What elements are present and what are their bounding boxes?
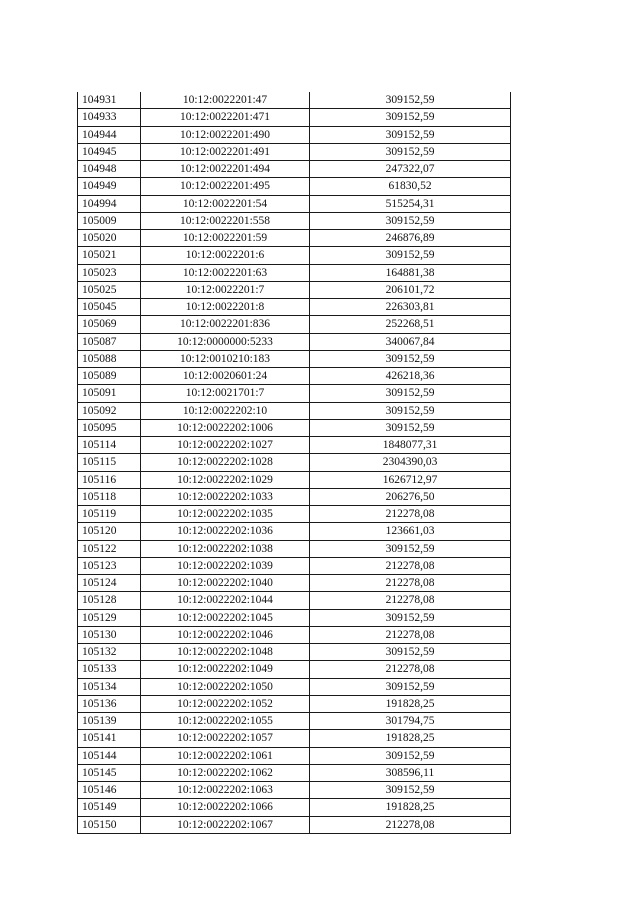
- table-row: [78, 299, 511, 316]
- row-id-cell: 105020: [78, 230, 141, 247]
- cadastral-number-cell: 10:12:0010210:183: [141, 350, 310, 367]
- cadastral-number-cell: 10:12:0022202:1063: [141, 782, 310, 799]
- table-row: [78, 264, 511, 281]
- row-id-cell: 105123: [78, 557, 141, 574]
- row-id-cell: 105150: [78, 816, 141, 833]
- cadastral-number-cell: 10:12:0022201:491: [141, 143, 310, 160]
- cadastral-value-cell: 206276,50: [310, 488, 511, 505]
- table-row: [78, 661, 511, 678]
- cadastral-number-cell: 10:12:0022202:1049: [141, 661, 310, 678]
- table-row: [78, 281, 511, 298]
- cadastral-number-cell: 10:12:0022202:1067: [141, 816, 310, 833]
- cadastral-number-cell: 10:12:0022202:1052: [141, 695, 310, 712]
- cadastral-value-cell: 212278,08: [310, 816, 511, 833]
- cadastral-number-cell: 10:12:0022202:1048: [141, 644, 310, 661]
- row-id-cell: 105089: [78, 368, 141, 385]
- row-id-cell: 104944: [78, 126, 141, 143]
- cadastral-number-cell: 10:12:0022201:490: [141, 126, 310, 143]
- cadastral-value-cell: 191828,25: [310, 695, 511, 712]
- row-id-cell: 105009: [78, 212, 141, 229]
- cadastral-value-cell: 309152,59: [310, 247, 511, 264]
- row-id-cell: 105091: [78, 385, 141, 402]
- cadastral-value-cell: 340067,84: [310, 333, 511, 350]
- row-id-cell: 105088: [78, 350, 141, 367]
- cadastral-value-cell: 212278,08: [310, 557, 511, 574]
- cadastral-value-cell: 226303,81: [310, 299, 511, 316]
- row-id-cell: 105144: [78, 747, 141, 764]
- cadastral-value-cell: 309152,59: [310, 109, 511, 126]
- row-id-cell: 105092: [78, 402, 141, 419]
- cadastral-value-cell: 515254,31: [310, 195, 511, 212]
- table-row: [78, 678, 511, 695]
- row-id-cell: 105115: [78, 454, 141, 471]
- cadastral-number-cell: 10:12:0022202:10: [141, 402, 310, 419]
- cadastral-value-cell: 309152,59: [310, 385, 511, 402]
- cadastral-value-cell: 309152,59: [310, 540, 511, 557]
- row-id-cell: 105132: [78, 644, 141, 661]
- row-id-cell: 105149: [78, 799, 141, 816]
- cadastral-value-cell: 309152,59: [310, 782, 511, 799]
- cadastral-number-cell: 10:12:0022202:1028: [141, 454, 310, 471]
- row-id-cell: 105116: [78, 471, 141, 488]
- cadastral-value-cell: 308596,11: [310, 764, 511, 781]
- row-id-cell: 105139: [78, 713, 141, 730]
- cadastral-value-cell: 123661,03: [310, 523, 511, 540]
- row-id-cell: 105021: [78, 247, 141, 264]
- row-id-cell: 104948: [78, 161, 141, 178]
- table-row: [78, 575, 511, 592]
- row-id-cell: 105145: [78, 764, 141, 781]
- cadastral-number-cell: 10:12:0022201:7: [141, 281, 310, 298]
- cadastral-value-cell: 212278,08: [310, 592, 511, 609]
- table-row: [78, 644, 511, 661]
- cadastral-number-cell: 10:12:0021701:7: [141, 385, 310, 402]
- cadastral-value-cell: 309152,59: [310, 609, 511, 626]
- cadastral-number-cell: 10:12:0022201:8: [141, 299, 310, 316]
- cadastral-value-cell: 212278,08: [310, 661, 511, 678]
- cadastral-number-cell: 10:12:0022201:558: [141, 212, 310, 229]
- table-row: [78, 730, 511, 747]
- row-id-cell: 105095: [78, 419, 141, 436]
- cadastral-value-cell: 212278,08: [310, 626, 511, 643]
- table-row: [78, 230, 511, 247]
- cadastral-value-cell: 309152,59: [310, 402, 511, 419]
- cadastral-number-cell: 10:12:0022201:495: [141, 178, 310, 195]
- cadastral-number-cell: 10:12:0022201:494: [141, 161, 310, 178]
- cadastral-value-cell: 309152,59: [310, 143, 511, 160]
- cadastral-value-cell: 309152,59: [310, 419, 511, 436]
- table-row: [78, 799, 511, 816]
- table-row: [78, 764, 511, 781]
- cadastral-number-cell: 10:12:0022202:1062: [141, 764, 310, 781]
- cadastral-number-cell: 10:12:0022202:1040: [141, 575, 310, 592]
- table-row: [78, 488, 511, 505]
- cadastral-number-cell: 10:12:0022202:1029: [141, 471, 310, 488]
- cadastral-value-cell: 309152,59: [310, 126, 511, 143]
- cadastral-value-cell: 1626712,97: [310, 471, 511, 488]
- table-row: [78, 695, 511, 712]
- cadastral-value-cell: 309152,59: [310, 92, 511, 109]
- table-row: [78, 540, 511, 557]
- cadastral-number-cell: 10:12:0022202:1006: [141, 419, 310, 436]
- cadastral-value-cell: 212278,08: [310, 506, 511, 523]
- table-row: [78, 385, 511, 402]
- table-row: [78, 212, 511, 229]
- cadastral-number-cell: 10:12:0022202:1036: [141, 523, 310, 540]
- cadastral-number-cell: 10:12:0022201:59: [141, 230, 310, 247]
- row-id-cell: 105025: [78, 281, 141, 298]
- table-row: [78, 419, 511, 436]
- cadastral-number-cell: 10:12:0022201:54: [141, 195, 310, 212]
- cadastral-number-cell: 10:12:0022202:1061: [141, 747, 310, 764]
- cadastral-value-cell: 301794,75: [310, 713, 511, 730]
- cadastral-number-cell: 10:12:0022201:471: [141, 109, 310, 126]
- table-row: [78, 816, 511, 833]
- row-id-cell: 105069: [78, 316, 141, 333]
- row-id-cell: 104949: [78, 178, 141, 195]
- cadastral-number-cell: 10:12:0022202:1044: [141, 592, 310, 609]
- cadastral-value-cell: 191828,25: [310, 730, 511, 747]
- cadastral-value-cell: 309152,59: [310, 212, 511, 229]
- row-id-cell: 105134: [78, 678, 141, 695]
- table-row: [78, 747, 511, 764]
- row-id-cell: 105124: [78, 575, 141, 592]
- cadastral-number-cell: 10:12:0022202:1050: [141, 678, 310, 695]
- row-id-cell: 104931: [78, 92, 141, 109]
- row-id-cell: 105136: [78, 695, 141, 712]
- table-row: [78, 471, 511, 488]
- table-row: [78, 247, 511, 264]
- cadastral-number-cell: 10:12:0022202:1038: [141, 540, 310, 557]
- table-row: [78, 126, 511, 143]
- cadastral-number-cell: 10:12:0022202:1039: [141, 557, 310, 574]
- cadastral-number-cell: 10:12:0022202:1033: [141, 488, 310, 505]
- cadastral-number-cell: 10:12:0000000:5233: [141, 333, 310, 350]
- cadastral-value-cell: 246876,89: [310, 230, 511, 247]
- cadastral-value-cell: 61830,52: [310, 178, 511, 195]
- cadastral-number-cell: 10:12:0022202:1066: [141, 799, 310, 816]
- cadastral-number-cell: 10:12:0022202:1046: [141, 626, 310, 643]
- cadastral-number-cell: 10:12:0022201:836: [141, 316, 310, 333]
- table-row: [78, 178, 511, 195]
- cadastral-value-table: [77, 92, 511, 834]
- row-id-cell: 105146: [78, 782, 141, 799]
- table-row: [78, 713, 511, 730]
- table-row: [78, 592, 511, 609]
- cadastral-value-cell: 2304390,03: [310, 454, 511, 471]
- table-row: [78, 368, 511, 385]
- row-id-cell: 105129: [78, 609, 141, 626]
- row-id-cell: 105122: [78, 540, 141, 557]
- row-id-cell: 105119: [78, 506, 141, 523]
- cadastral-value-cell: 206101,72: [310, 281, 511, 298]
- cadastral-value-cell: 309152,59: [310, 644, 511, 661]
- table-body: [78, 92, 511, 833]
- table-row: [78, 143, 511, 160]
- cadastral-value-cell: 164881,38: [310, 264, 511, 281]
- cadastral-value-cell: 252268,51: [310, 316, 511, 333]
- cadastral-number-cell: 10:12:0022202:1055: [141, 713, 310, 730]
- table-row: [78, 92, 511, 109]
- table-row: [78, 195, 511, 212]
- table-row: [78, 161, 511, 178]
- table-row: [78, 333, 511, 350]
- table-row: [78, 109, 511, 126]
- cadastral-value-cell: 309152,59: [310, 747, 511, 764]
- cadastral-value-cell: 426218,36: [310, 368, 511, 385]
- table-row: [78, 437, 511, 454]
- cadastral-number-cell: 10:12:0022201:63: [141, 264, 310, 281]
- row-id-cell: 105045: [78, 299, 141, 316]
- cadastral-number-cell: 10:12:0022201:6: [141, 247, 310, 264]
- row-id-cell: 105114: [78, 437, 141, 454]
- cadastral-value-cell: 191828,25: [310, 799, 511, 816]
- cadastral-value-cell: 1848077,31: [310, 437, 511, 454]
- table-row: [78, 523, 511, 540]
- row-id-cell: 105133: [78, 661, 141, 678]
- table-row: [78, 454, 511, 471]
- cadastral-number-cell: 10:12:0022201:47: [141, 92, 310, 109]
- table-row: [78, 626, 511, 643]
- row-id-cell: 105023: [78, 264, 141, 281]
- cadastral-number-cell: 10:12:0020601:24: [141, 368, 310, 385]
- cadastral-value-cell: 247322,07: [310, 161, 511, 178]
- cadastral-number-cell: 10:12:0022202:1027: [141, 437, 310, 454]
- row-id-cell: 104945: [78, 143, 141, 160]
- table-row: [78, 350, 511, 367]
- table-row: [78, 609, 511, 626]
- row-id-cell: 105130: [78, 626, 141, 643]
- cadastral-number-cell: 10:12:0022202:1035: [141, 506, 310, 523]
- cadastral-value-cell: 309152,59: [310, 678, 511, 695]
- table-row: [78, 782, 511, 799]
- row-id-cell: 104994: [78, 195, 141, 212]
- table-row: [78, 402, 511, 419]
- table-row: [78, 316, 511, 333]
- cadastral-number-cell: 10:12:0022202:1057: [141, 730, 310, 747]
- table-row: [78, 557, 511, 574]
- row-id-cell: 104933: [78, 109, 141, 126]
- row-id-cell: 105141: [78, 730, 141, 747]
- table-row: [78, 506, 511, 523]
- row-id-cell: 105128: [78, 592, 141, 609]
- row-id-cell: 105087: [78, 333, 141, 350]
- row-id-cell: 105118: [78, 488, 141, 505]
- cadastral-value-cell: 309152,59: [310, 350, 511, 367]
- cadastral-value-cell: 212278,08: [310, 575, 511, 592]
- row-id-cell: 105120: [78, 523, 141, 540]
- cadastral-number-cell: 10:12:0022202:1045: [141, 609, 310, 626]
